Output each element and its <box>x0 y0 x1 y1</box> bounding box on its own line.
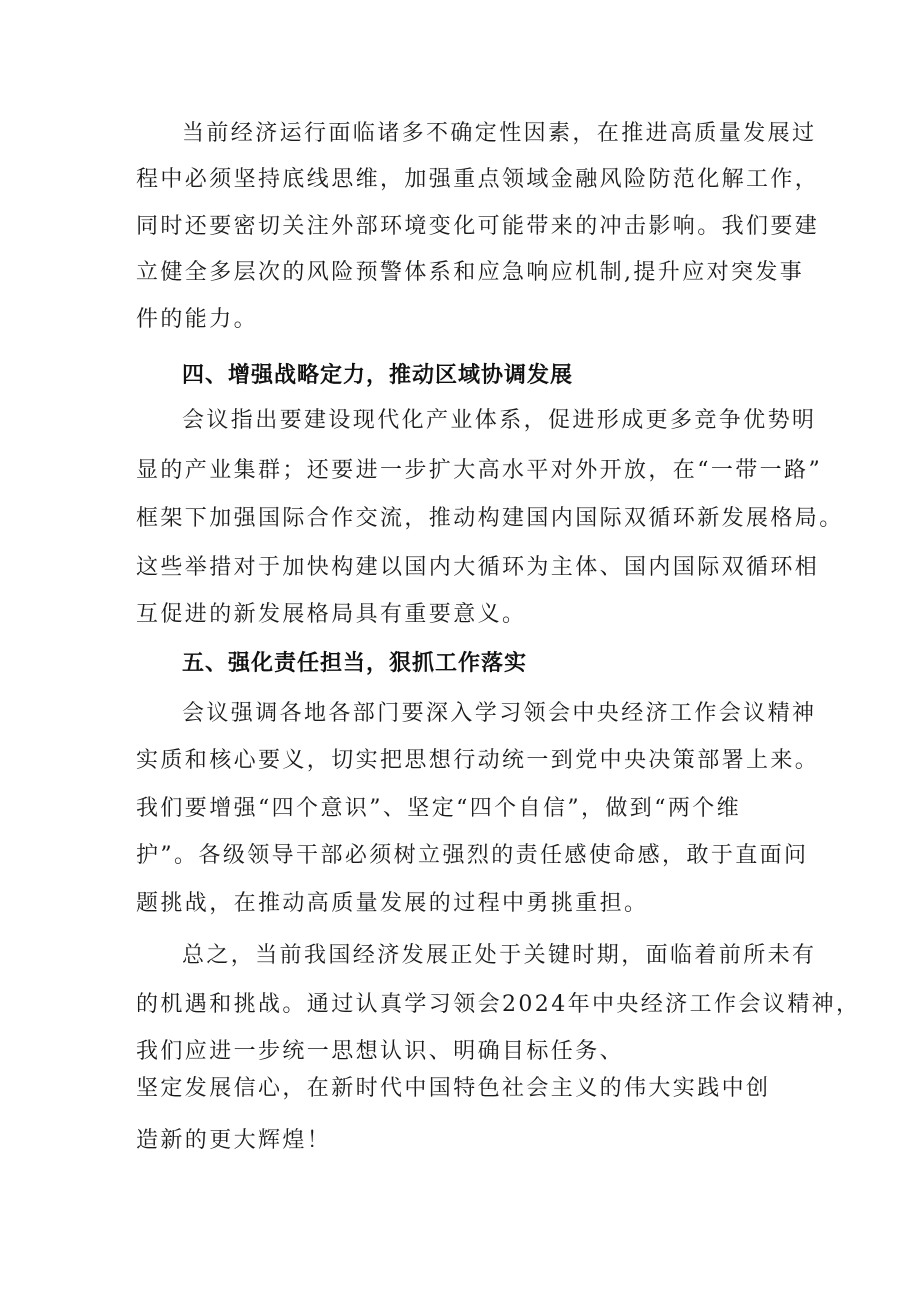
paragraph-4-line-1: 总之，当前我国经济发展正处于关键时期，面临着前所未有 <box>182 943 817 968</box>
paragraph-2-line-4: 这些举措对于加快构建以国内大循环为主体、国内国际双循环相 <box>136 555 820 580</box>
paragraph-2-line-5: 互促进的新发展格局具有重要意义。 <box>136 602 527 627</box>
paragraph-3-line-5: 题挑战，在推动高质量发展的过程中勇挑重担。 <box>136 891 649 916</box>
paragraph-3-line-3: 我们要增强“四个意识”、坚定“四个自信”，做到“两个维 <box>136 796 742 821</box>
paragraph-2-line-3: 框架下加强国际合作交流，推动构建国内国际双循环新发展格局。 <box>136 506 844 531</box>
paragraph-1-line-3: 同时还要密切关注外部环境变化可能带来的冲击影响。我们要建 <box>136 214 820 239</box>
paragraph-3-line-1: 会议强调各地各部门要深入学习领会中央经济工作会议精神 <box>182 701 817 726</box>
paragraph-3-line-2: 实质和核心要义，切实把思想行动统一到党中央决策部署上来。 <box>136 748 820 773</box>
paragraph-1-line-5: 件的能力。 <box>136 307 259 332</box>
section-heading-5: 五、强化责任担当，狠抓工作落实 <box>182 651 528 676</box>
paragraph-4-line-3: 我们应进一步统一思想认识、明确目标任务、 <box>136 1039 625 1064</box>
paragraph-3-line-4: 护”。各级领导干部必须树立强烈的责任感使命感，敢于直面问 <box>136 843 809 868</box>
section-heading-4: 四、增强战略定力，推动区域协调发展 <box>182 363 574 388</box>
paragraph-1-line-2: 程中必须坚持底线思维，加强重点领域金融风险防范化解工作， <box>136 167 820 192</box>
paragraph-1-line-4: 立健全多层次的风险预警体系和应急响应机制,提升应对突发事 <box>136 260 805 285</box>
paragraph-2-line-1: 会议指出要建设现代化产业体系，促进形成更多竞争优势明 <box>182 408 817 433</box>
paragraph-1-line-1: 当前经济运行面临诸多不确定性因素，在推进高质量发展过 <box>182 121 817 146</box>
paragraph-2-line-2: 显的产业集群；还要进一步扩大高水平对外开放，在“一带一路” <box>136 458 823 483</box>
paragraph-4-line-4: 坚定发展信心，在新时代中国特色社会主义的伟大实践中创 <box>136 1076 771 1101</box>
paragraph-4-line-5: 造新的更大辉煌！ <box>136 1128 332 1153</box>
paragraph-4-line-2: 的机遇和挑战。通过认真学习领会2024年中央经济工作会议精神， <box>136 992 861 1017</box>
